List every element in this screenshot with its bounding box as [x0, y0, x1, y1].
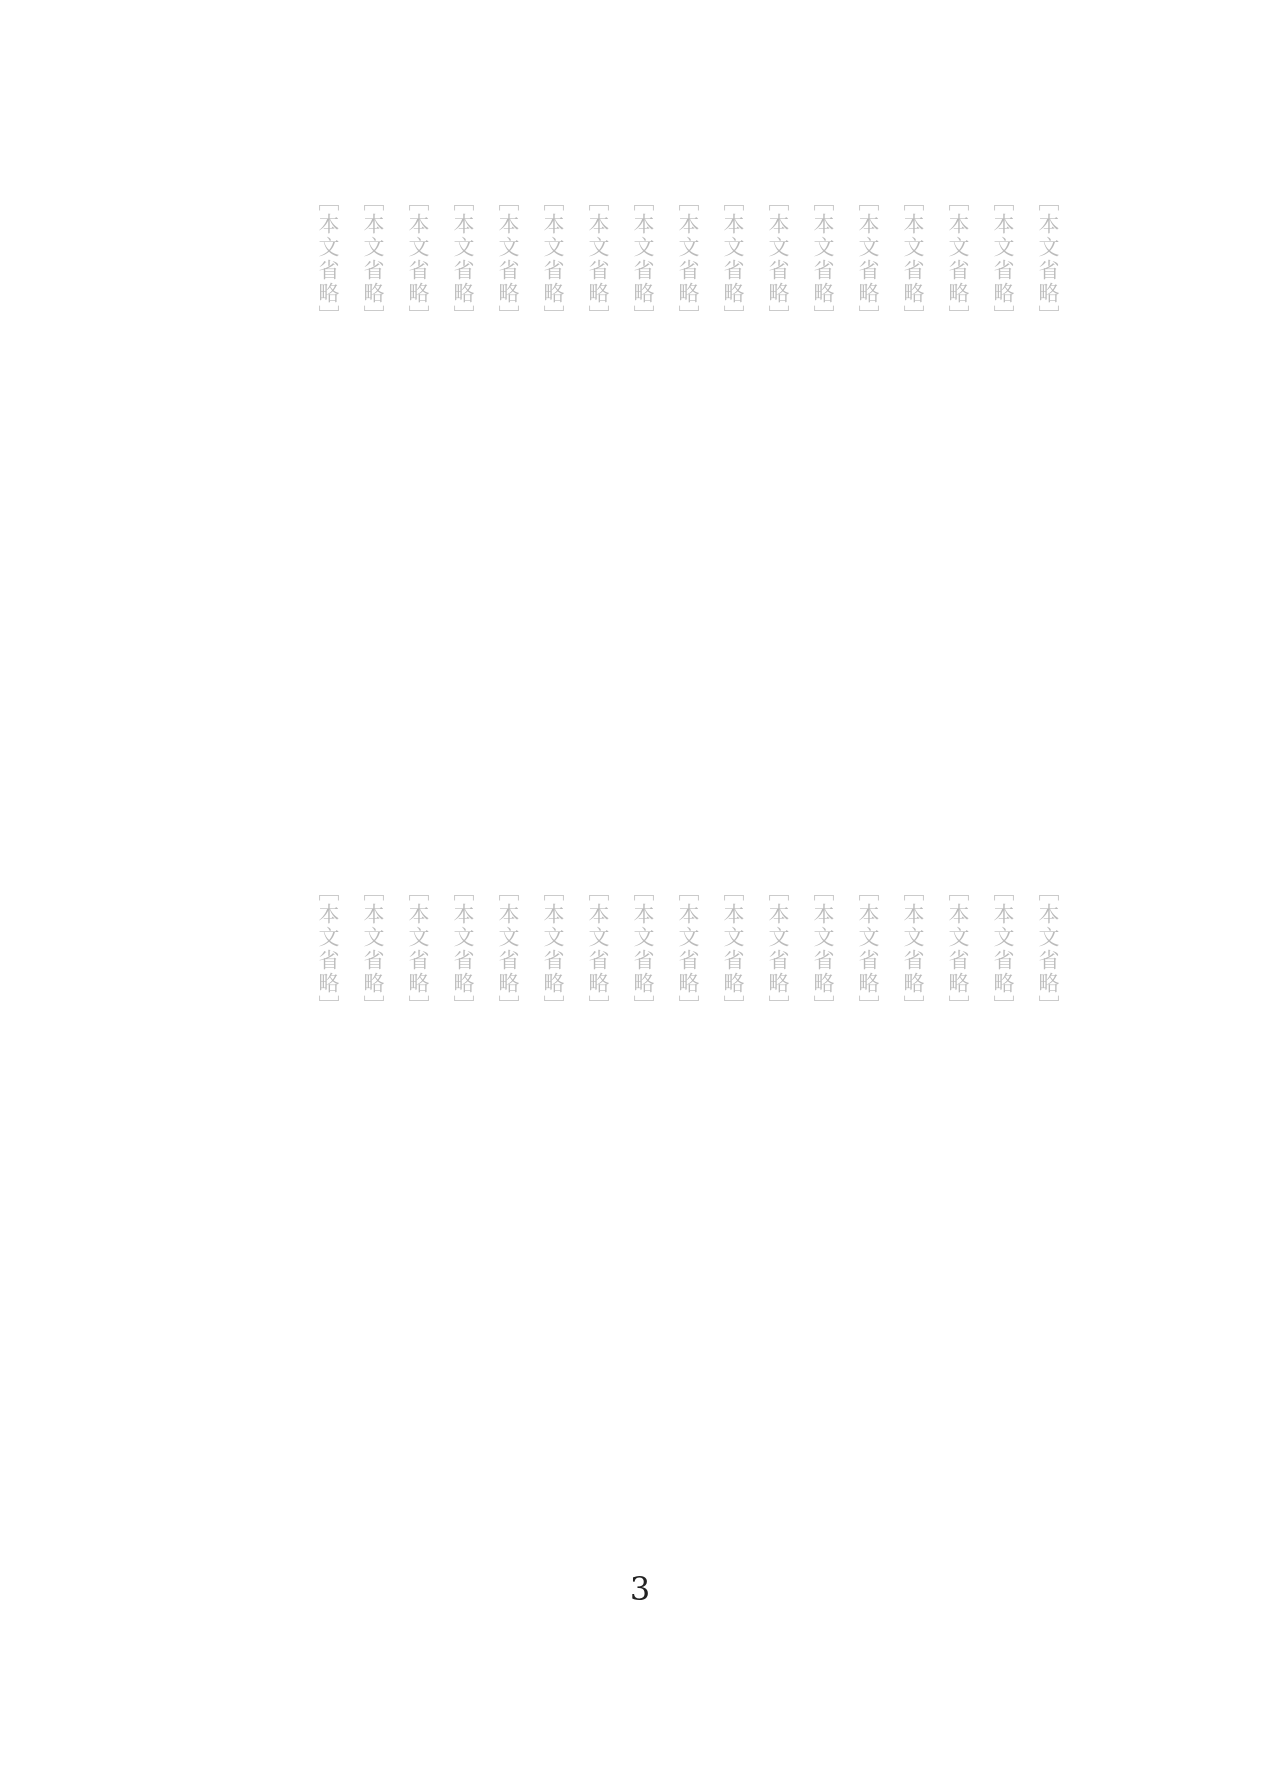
- text-column: ［本文省略］: [676, 880, 700, 1018]
- text-column: ［本文省略］: [1036, 880, 1060, 1018]
- text-column: ［本文省略］: [856, 880, 880, 1018]
- page-number: 3: [629, 1570, 651, 1608]
- lower-text-block: [210, 880, 1070, 1520]
- text-column: ［本文省略］: [361, 880, 385, 1018]
- text-column: ［本文省略］: [631, 880, 655, 1018]
- text-column: ［本文省略］: [946, 880, 970, 1018]
- text-column: ［本文省略］: [631, 190, 655, 328]
- text-column: ［本文省略］: [316, 190, 340, 328]
- text-column: ［本文省略］: [361, 190, 385, 328]
- text-column: ［本文省略］: [721, 880, 745, 1018]
- text-column: ［本文省略］: [811, 880, 835, 1018]
- text-column: ［本文省略］: [1036, 190, 1060, 328]
- text-column: ［本文省略］: [406, 880, 430, 1018]
- text-column: ［本文省略］: [541, 880, 565, 1018]
- text-column: ［本文省略］: [316, 880, 340, 1018]
- text-column: ［本文省略］: [991, 190, 1015, 328]
- text-column: ［本文省略］: [451, 190, 475, 328]
- text-column: ［本文省略］: [496, 190, 520, 328]
- text-column: ［本文省略］: [586, 880, 610, 1018]
- text-column: ［本文省略］: [586, 190, 610, 328]
- text-column: ［本文省略］: [991, 880, 1015, 1018]
- text-column: ［本文省略］: [856, 190, 880, 328]
- text-column: ［本文省略］: [406, 190, 430, 328]
- text-column: ［本文省略］: [541, 190, 565, 328]
- text-column: ［本文省略］: [766, 880, 790, 1018]
- text-column: ［本文省略］: [721, 190, 745, 328]
- text-column: ［本文省略］: [946, 190, 970, 328]
- text-column: ［本文省略］: [676, 190, 700, 328]
- text-column: ［本文省略］: [451, 880, 475, 1018]
- text-column: ［本文省略］: [901, 880, 925, 1018]
- text-column: ［本文省略］: [766, 190, 790, 328]
- text-column: ［本文省略］: [496, 880, 520, 1018]
- text-column: ［本文省略］: [811, 190, 835, 328]
- text-column: ［本文省略］: [901, 190, 925, 328]
- upper-text-block: [210, 190, 1070, 820]
